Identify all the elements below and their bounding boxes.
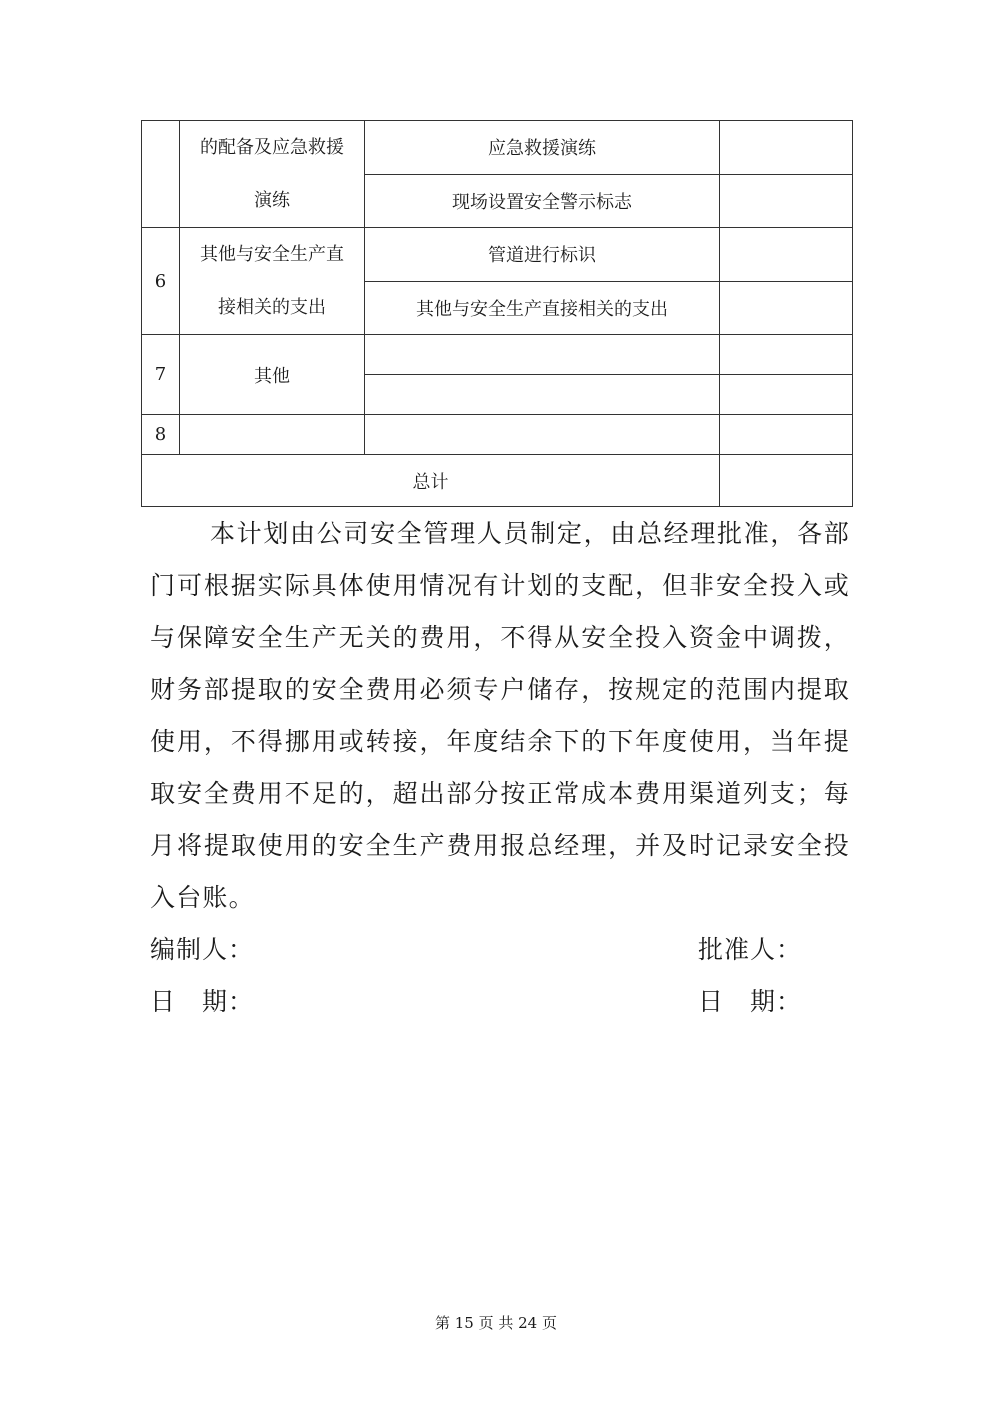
amount-cell (720, 415, 853, 455)
item-cell (180, 121, 365, 228)
amount-cell (720, 228, 853, 282)
content-cell: 现场设置安全警示标志 (365, 174, 720, 228)
amount-cell (720, 121, 853, 175)
amount-cell (720, 174, 853, 228)
item-text-line1: 其他与安全生产直 (200, 244, 344, 265)
plan-description-paragraph: 本计划由公司安全管理人员制定，由总经理批准，各部门可根据实际具体使用情况有计划的支配，但非安全投入或与保障安全生产无关的费用，不得从安全投入资金中调拨，财务部提取的安全费用必须专户储存，按规定的范围内提取使用，不得挪用或转接，年度结余下的下年度使用，当年提取安全费用不足的，超出部分按正常成本费用渠道列支；每月将提取使用的安全生产费用报总经理，并及时记录安全投入台账。 (150, 519, 850, 912)
amount-cell (720, 281, 853, 335)
item-text-line2: 演练 (254, 190, 290, 211)
item-cell: 其他 (180, 335, 365, 415)
total-amount-cell (720, 455, 853, 507)
date-label-left: 日 期： (150, 987, 255, 1016)
item-cell (180, 415, 365, 455)
item-cell (180, 228, 365, 335)
row-number-cell: 6 (142, 228, 180, 335)
approver-label: 批准人： (698, 935, 803, 964)
content-cell: 管道进行标识 (365, 228, 720, 282)
row-number-cell (142, 121, 180, 228)
amount-cell (720, 375, 853, 415)
content-cell (365, 415, 720, 455)
table-row (142, 415, 853, 455)
total-label-cell: 总计 (142, 455, 720, 507)
row-number-cell: 8 (142, 415, 180, 455)
content-cell (365, 375, 720, 415)
item-text-line2: 接相关的支出 (218, 297, 326, 318)
safety-budget-table (141, 120, 853, 507)
page-number-footer: 第 15 页 共 24 页 (434, 1314, 557, 1332)
date-label-right: 日 期： (698, 987, 803, 1016)
compiler-label: 编制人： (150, 935, 255, 964)
content-cell: 其他与安全生产直接相关的支出 (365, 281, 720, 335)
table-row (142, 335, 853, 375)
amount-cell (720, 335, 853, 375)
item-text-line1: 的配备及应急救援 (200, 137, 344, 158)
table-row (142, 121, 853, 175)
table-row (142, 228, 853, 282)
row-number-cell: 7 (142, 335, 180, 415)
total-row (142, 455, 853, 507)
content-cell: 应急救援演练 (365, 121, 720, 175)
content-cell (365, 335, 720, 375)
